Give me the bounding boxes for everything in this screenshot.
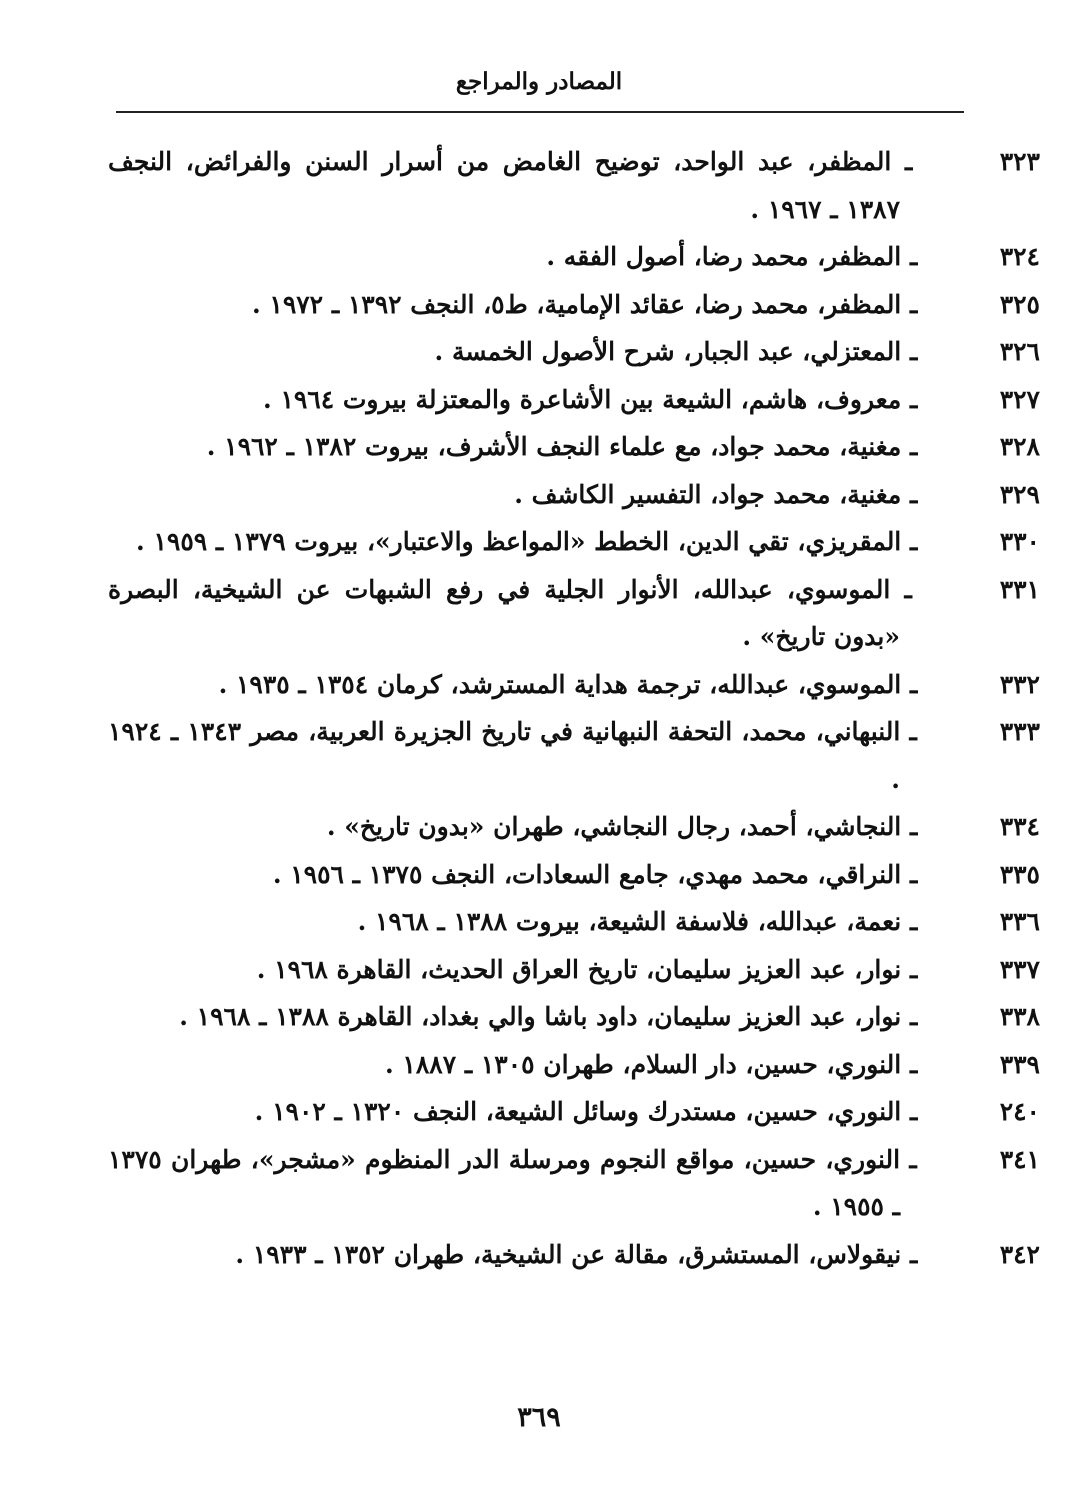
entry-text: ـ النراقي، محمد مهدي، جامع السعادات، النجف ١٣٧٥ ـ ١٩٥٦ .: [272, 859, 918, 889]
entry-text: ـ مغنية، محمد جواد، التفسير الكاشف .: [514, 479, 918, 509]
bibliography-entry: [108, 898, 1040, 946]
entry-text: ـ النوري، حسين، دار السلام، طهران ١٣٠٥ ـ ١٨٨٧ .: [385, 1049, 918, 1079]
entry-text: ـ الموسوي، عبدالله، الأنوار الجلية في رفع الشبهات عن الشيخية، البصرة «بدون تاريخ» .: [108, 574, 912, 651]
bibliography-entry: [108, 281, 1040, 329]
entry-text: ـ المعتزلي، عبد الجبار، شرح الأصول الخمسة .: [434, 337, 918, 366]
entry-number: ٣٣٣: [999, 717, 1040, 746]
bibliography-entry: [108, 1088, 1040, 1136]
bibliography-entry: [108, 518, 1040, 566]
entry-number: ٣٢٨: [999, 432, 1040, 461]
bibliography-entry: [108, 233, 1040, 281]
entry-number: ٣٢٣: [999, 147, 1040, 176]
entry-number: ٢٤٠: [999, 1097, 1040, 1126]
entry-number: ٣٣٧: [999, 954, 1040, 984]
entry-text: ـ نوار، عبد العزيز سليمان، تاريخ العراق الحديث، القاهرة ١٩٦٨ .: [256, 954, 918, 984]
entry-text: ـ المقريزي، تقي الدين، الخطط «المواعظ والاعتبار»، بيروت ١٣٧٩ ـ ١٩٥٩ .: [136, 527, 918, 556]
entry-text: ـ النوري، حسين، مواقع النجوم ومرسلة الدر المنظوم «مشجر»، طهران ١٣٧٥ ـ ١٩٥٥ .: [108, 1144, 917, 1221]
bibliography-entry: [108, 661, 1040, 709]
entry-number: ٣٣٨: [999, 1002, 1040, 1031]
entry-text: ـ النجاشي، أحمد، رجال النجاشي، طهران «بدون تاريخ» .: [326, 812, 918, 841]
entry-number: ٣٣٠: [999, 527, 1040, 556]
bibliography-entry: [108, 851, 1040, 899]
entry-number: ٣٤٢: [999, 1239, 1040, 1269]
entry-number: ٣٣٦: [999, 907, 1040, 936]
bibliography-entry: [108, 993, 1040, 1041]
entry-text: ـ المظفر، عبد الواحد، توضيح الغامض من أسرار السنن والفرائض، النجف ١٣٨٧ ـ ١٩٦٧ .: [108, 147, 913, 224]
entry-text: ـ مغنية، محمد جواد، مع علماء النجف الأشرف، بيروت ١٣٨٢ ـ ١٩٦٢ .: [206, 432, 918, 461]
entry-number: ٣٣٩: [999, 1049, 1040, 1079]
bibliography-entry: [108, 1136, 1040, 1231]
bibliography-entry: [108, 1231, 1040, 1279]
entry-text: ـ الموسوي، عبدالله، ترجمة هداية المسترشد، كرمان ١٣٥٤ ـ ١٩٣٥ .: [218, 669, 918, 699]
entry-text: ـ النبهاني، محمد، التحفة النبهانية في تاريخ الجزيرة العربية، مصر ١٣٤٣ ـ ١٩٢٤ .: [108, 717, 917, 794]
bibliography-entry: [108, 423, 1040, 471]
entry-number: ٣٣٤: [999, 812, 1040, 841]
bibliography-entry: [108, 138, 1040, 233]
entry-number: ٣٣١: [999, 574, 1040, 604]
bibliography-entry: [108, 708, 1040, 803]
running-title: المصادر والمراجع: [455, 68, 623, 95]
entry-number: ٣٢٧: [999, 384, 1040, 414]
entry-number: ٣٢٥: [999, 289, 1040, 319]
entry-number: ٣٢٤: [999, 242, 1040, 271]
header-rule: [116, 111, 964, 113]
bibliography-entry: [108, 328, 1040, 376]
entry-number: ٣٣٢: [999, 669, 1040, 699]
entry-text: ـ نعمة، عبدالله، فلاسفة الشيعة، بيروت ١٣٨٨ ـ ١٩٦٨ .: [357, 907, 918, 936]
page-number: ٣٦٩: [517, 1402, 561, 1433]
entry-text: ـ نيقولاس، المستشرق، مقالة عن الشيخية، طهران ١٣٥٢ ـ ١٩٣٣ .: [235, 1239, 918, 1269]
bibliography-list: [108, 138, 1040, 1278]
bibliography-entry: [108, 566, 1040, 661]
entry-text: ـ المظفر، محمد رضا، عقائد الإمامية، ط٥، النجف ١٣٩٢ ـ ١٩٧٢ .: [251, 289, 918, 319]
entry-number: ٣٤١: [999, 1144, 1040, 1174]
entry-text: ـ معروف، هاشم، الشيعة بين الأشاعرة والمعتزلة بيروت ١٩٦٤ .: [263, 384, 918, 414]
entry-number: ٣٢٦: [999, 337, 1040, 366]
bibliography-entry: [108, 946, 1040, 994]
entry-number: ٣٣٥: [999, 859, 1040, 889]
bibliography-entry: [108, 471, 1040, 519]
bibliography-entry: [108, 1041, 1040, 1089]
bibliography-entry: [108, 376, 1040, 424]
entry-text: ـ النوري، حسين، مستدرك وسائل الشيعة، النجف ١٣٢٠ ـ ١٩٠٢ .: [254, 1097, 918, 1126]
entry-number: ٣٢٩: [999, 479, 1040, 509]
entry-text: ـ نوار، عبد العزيز سليمان، داود باشا والي بغداد، القاهرة ١٣٨٨ ـ ١٩٦٨ .: [179, 1002, 918, 1031]
bibliography-entry: [108, 803, 1040, 851]
entry-text: ـ المظفر، محمد رضا، أصول الفقه .: [546, 242, 918, 271]
